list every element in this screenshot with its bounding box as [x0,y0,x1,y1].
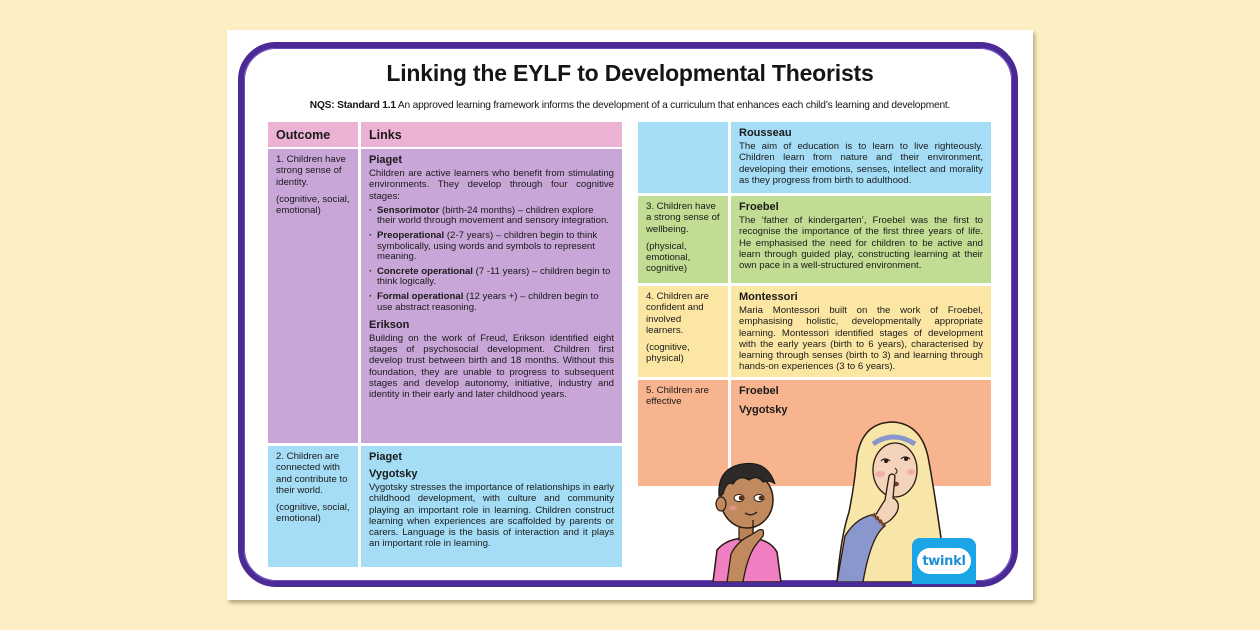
links-cell-2-continued [731,122,991,193]
page-title: Linking the EYLF to Developmental Theorists [386,60,874,86]
outcome-title: 4. Children are confident and involved learners. [646,291,709,336]
theorist-name: Erikson [369,318,410,331]
stage-item: · Formal operational (12 years +) – children begin to use abstract reasoning. [369,292,614,312]
theorist-description: Children are active learners who benefit from stimulating environments. They develop through four cognitive stages: [369,168,614,202]
theorist-name: Froebel [739,201,779,213]
outcome-title: 1. Children have strong sense of identity. [276,154,346,188]
outcome-domains: (cognitive, social, emotional) [276,193,350,217]
logo-cloud-shape [917,548,971,574]
theorist-name: Piaget [369,451,403,463]
stage-item: · Preoperational (2-7 years) – children begin to think symbolically, using words and symbols to represent meaning. [369,231,614,262]
theorist-name: Vygotsky [739,404,788,416]
column-header-links: Links [361,122,622,147]
theorist-name: Vygotsky [369,468,418,480]
theorist-description: Building on the work of Freud, Erikson identified eight stages of psychosocial development. Children first develop trust between birth and 18 months. Without this foundation, they are unable to progress to subsequent stages and develop autonomy, initiative, industry and identity in their early and later childhood years. [369,332,614,401]
standard-description: An approved learning framework informs the development of a curriculum that enhances each child’s learning and development. [395,100,951,111]
theorist-name: Froebel [739,385,779,397]
stage-item: · Concrete operational (7 -11 years) – children begin to think logically. [369,267,614,287]
outcome-cell-4 [638,286,728,377]
links-cell-1 [361,149,622,443]
logo-text: twinkl [922,553,966,569]
theorist-name: Montessori [739,291,798,303]
stage-list [369,206,614,313]
standard-label: NQS: Standard 1.1 [309,100,396,111]
outcome-title: 2. Children are connected with and contribute to their world. [276,451,348,496]
theorist-description: The ‘father of kindergarten’, Froebel was the first to recognise the importance of the first three years of life. He emphasised the need for children to be active and learn through guided play, constructing learning at their own pace in a well-structured environment. [739,215,983,272]
outcome-cell-1 [268,149,358,443]
column-header-outcome: Outcome [268,122,358,147]
theorist-description: Maria Montessori built on the work of Froebel, emphasising holistic, developmentally appropriate learning. Montessori identified stages of development with the early years (birth to 6 years), characterised by learning through senses (birth to 3) and learning through hands-on experiences (3 to 6 years). [739,305,983,373]
outcome-domains: (cognitive, social, emotional) [276,502,350,525]
links-cell-3 [731,196,991,283]
worksheet-page [227,30,1033,600]
outcome-cell-2-continued [638,122,728,193]
theorist-name: Rousseau [739,127,792,139]
outcome-domains: (cognitive, physical) [646,342,690,365]
links-cell-4 [731,286,991,377]
theorist-description: The aim of education is to learn to live righteously. Children learn from nature and their environment, developing their emotions, senses, intellect and morality as they progress from birth to adulthood. [739,141,983,186]
theorist-description: Vygotsky stresses the importance of relationships in early childhood development, with culture and community playing an important role in learning. Children construct learning when experiences are scaffolded by parents or carers. Language is the basis of interaction and it plays an important role in learning. [369,482,614,550]
outcome-title: 3. Children have a strong sense of wellbeing. [646,201,720,235]
outcome-cell-2 [268,446,358,567]
stage-item: · Sensorimotor (birth-24 months) – children explore their world through movement and sensory integration. [369,206,614,226]
boy-thinking-illustration [697,450,797,582]
links-cell-2 [361,446,622,567]
page-subtitle [227,100,1033,111]
outcome-title: 5. Children are effective [646,385,709,408]
theorist-name: Piaget [369,154,403,166]
outcome-domains: (physical, emotional, cognitive) [646,240,691,275]
outcome-cell-3 [638,196,728,283]
twinkl-logo [912,538,976,584]
